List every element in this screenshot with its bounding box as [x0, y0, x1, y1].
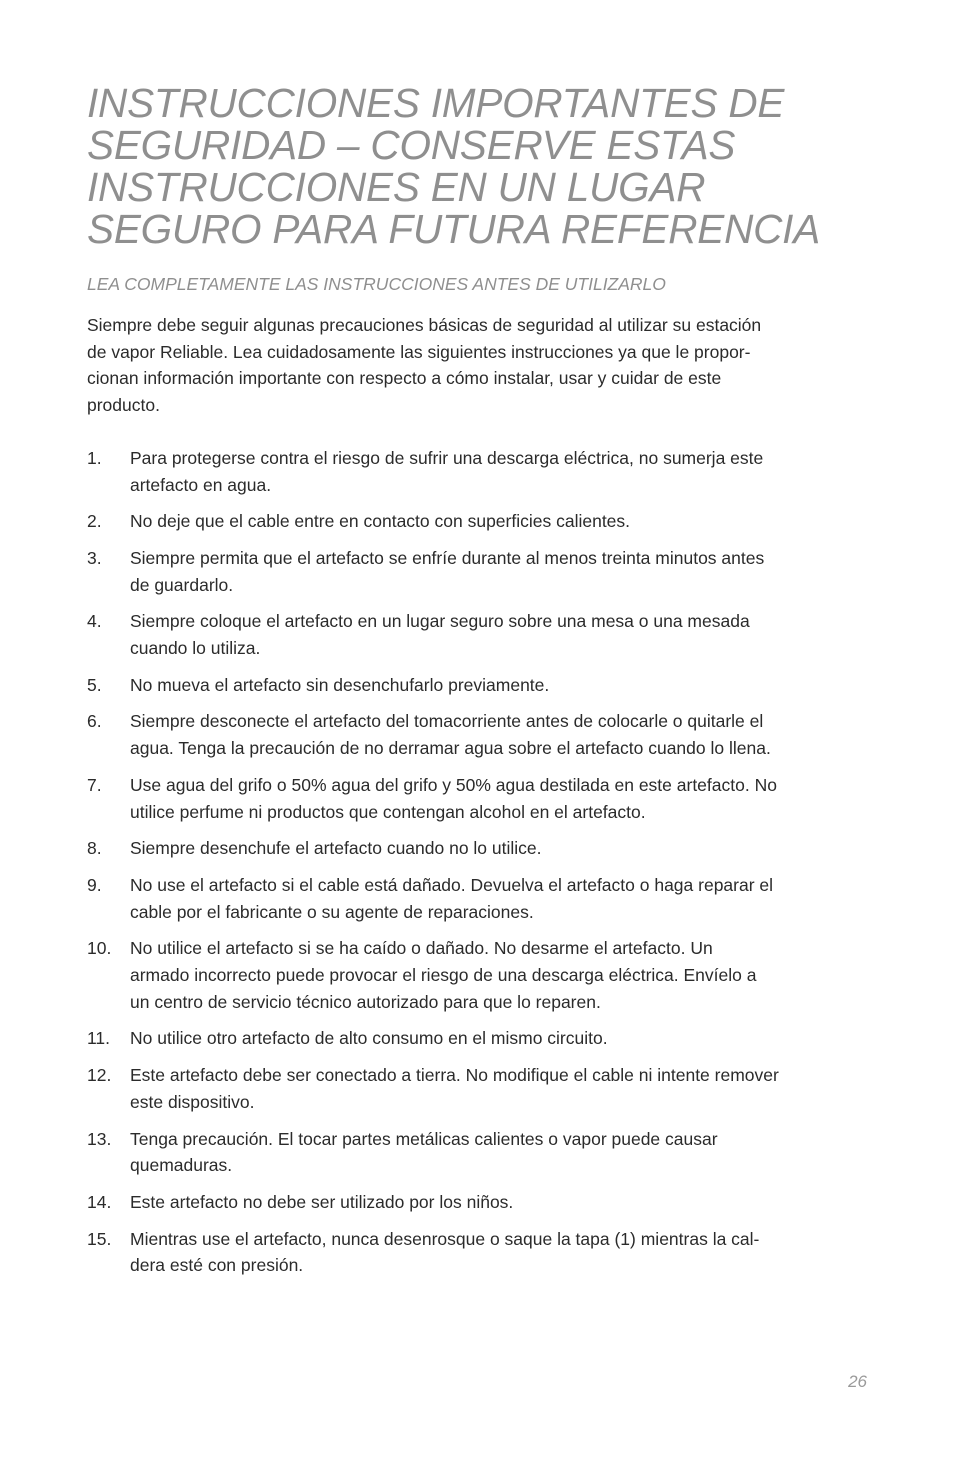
page-subtitle: LEA COMPLETAMENTE LAS INSTRUCCIONES ANTES DE UTILIZARLO [87, 274, 666, 294]
list-item-number: 1. [87, 447, 102, 468]
list-item-number: 12. [87, 1065, 112, 1086]
list-item-text [130, 608, 877, 661]
list-item-number: 2. [87, 511, 102, 532]
list-item-line: No utilice el artefacto si se ha caído o dañado. No desarme el artefacto. Un [130, 938, 713, 959]
list-item-line: Siempre desenchufe el artefacto cuando no lo utilice. [130, 838, 542, 859]
list-item-number: 5. [87, 674, 102, 695]
list-item-line: Use agua del grifo o 50% agua del grifo y 50% agua destilada en este artefacto. No [130, 774, 777, 795]
list-item-text [130, 935, 877, 1015]
list-item-text [130, 835, 877, 862]
list-item [87, 545, 877, 598]
page-number: 26 [848, 1372, 867, 1391]
list-item-text [130, 1062, 877, 1115]
list-item [87, 1189, 877, 1216]
list-item [87, 1025, 877, 1052]
list-item-line: Siempre coloque el artefacto en un lugar seguro sobre una mesa o una mesada [130, 611, 750, 632]
list-item-line: Tenga precaución. El tocar partes metálicas calientes o vapor puede causar [130, 1128, 718, 1149]
list-item-text [130, 1189, 877, 1216]
list-item [87, 872, 877, 925]
list-item-line: Siempre desconecte el artefacto del tomacorriente antes de colocarle o quitarle el [130, 711, 764, 732]
list-item-line: agua. Tenga la precaución de no derramar agua sobre el artefacto cuando lo llena. [130, 738, 771, 759]
list-item-line: Siempre permita que el artefacto se enfríe durante al menos treinta minutos antes [130, 547, 765, 568]
intro-line: de vapor Reliable. Lea cuidadosamente las siguientes instrucciones ya que le propor- [87, 341, 751, 362]
list-item-number: 11. [87, 1028, 111, 1049]
list-item-text [130, 508, 877, 535]
list-item [87, 608, 877, 661]
list-item [87, 672, 877, 699]
list-item-text [130, 872, 877, 925]
list-item-line: utilice perfume ni productos que contengan alcohol en el artefacto. [130, 801, 646, 822]
list-item-line: dera esté con presión. [130, 1255, 304, 1276]
list-item-line: cuando lo utiliza. [130, 638, 261, 659]
list-item-number: 6. [87, 711, 102, 732]
list-item [87, 708, 877, 761]
list-item-number: 15. [87, 1228, 112, 1249]
list-item-number: 14. [87, 1191, 112, 1212]
safety-instruction-list [87, 445, 877, 1279]
intro-line: cionan información importante con respecto a cómo instalar, usar y cuidar de este [87, 368, 722, 389]
list-item [87, 835, 877, 862]
list-item-number: 8. [87, 838, 102, 859]
list-item-text [130, 1126, 877, 1179]
list-item-number: 13. [87, 1128, 112, 1149]
list-item [87, 1226, 877, 1279]
list-item-line: cable por el fabricante o su agente de reparaciones. [130, 901, 534, 922]
list-item-text [130, 772, 877, 825]
list-item-line: No use el artefacto si el cable está dañado. Devuelva el artefacto o haga reparar el [130, 874, 774, 895]
list-item [87, 935, 877, 1015]
list-item-line: Mientras use el artefacto, nunca desenrosque o saque la tapa (1) mientras la cal- [130, 1228, 760, 1249]
title-line: INSTRUCCIONES EN UN LUGAR [87, 164, 706, 210]
title-line: INSTRUCCIONES IMPORTANTES DE [87, 80, 785, 126]
document-page [87, 82, 877, 1289]
page-title [87, 82, 877, 250]
list-item [87, 1062, 877, 1115]
list-item-line: No utilice otro artefacto de alto consumo en el mismo circuito. [130, 1028, 608, 1049]
title-line: SEGURIDAD – CONSERVE ESTAS [87, 122, 736, 168]
list-item-line: de guardarlo. [130, 574, 234, 595]
list-item-number: 4. [87, 611, 102, 632]
list-item-text [130, 445, 877, 498]
intro-line: producto. [87, 395, 160, 416]
list-item-line: Este artefacto debe ser conectado a tierra. No modifique el cable ni intente remover [130, 1065, 779, 1086]
list-item [87, 772, 877, 825]
list-item-number: 10. [87, 938, 112, 959]
list-item-number: 7. [87, 774, 102, 795]
intro-line: Siempre debe seguir algunas precauciones básicas de seguridad al utilizar su estación [87, 315, 762, 335]
list-item-text [130, 1025, 877, 1052]
list-item-line: un centro de servicio técnico autorizado para que lo reparen. [130, 991, 601, 1012]
list-item [87, 445, 877, 498]
list-item-text [130, 545, 877, 598]
list-item-text [130, 672, 877, 699]
list-item-line: Para protegerse contra el riesgo de sufrir una descarga eléctrica, no sumerja este [130, 447, 764, 468]
list-item-line: Este artefacto no debe ser utilizado por los niños. [130, 1191, 514, 1212]
list-item-text [130, 708, 877, 761]
list-item [87, 1126, 877, 1179]
list-item-line: este dispositivo. [130, 1091, 255, 1112]
list-item-number: 3. [87, 547, 102, 568]
intro-paragraph [87, 312, 877, 419]
title-line: SEGURO PARA FUTURA REFERENCIA [87, 206, 821, 252]
list-item-line: No deje que el cable entre en contacto con superficies calientes. [130, 511, 631, 532]
list-item-line: quemaduras. [130, 1155, 233, 1176]
list-item-line: artefacto en agua. [130, 474, 272, 495]
list-item-line: No mueva el artefacto sin desenchufarlo previamente. [130, 674, 550, 695]
list-item [87, 508, 877, 535]
list-item-number: 9. [87, 874, 102, 895]
list-item-line: armado incorrecto puede provocar el riesgo de una descarga eléctrica. Envíelo a [130, 965, 757, 986]
list-item-text [130, 1226, 877, 1279]
